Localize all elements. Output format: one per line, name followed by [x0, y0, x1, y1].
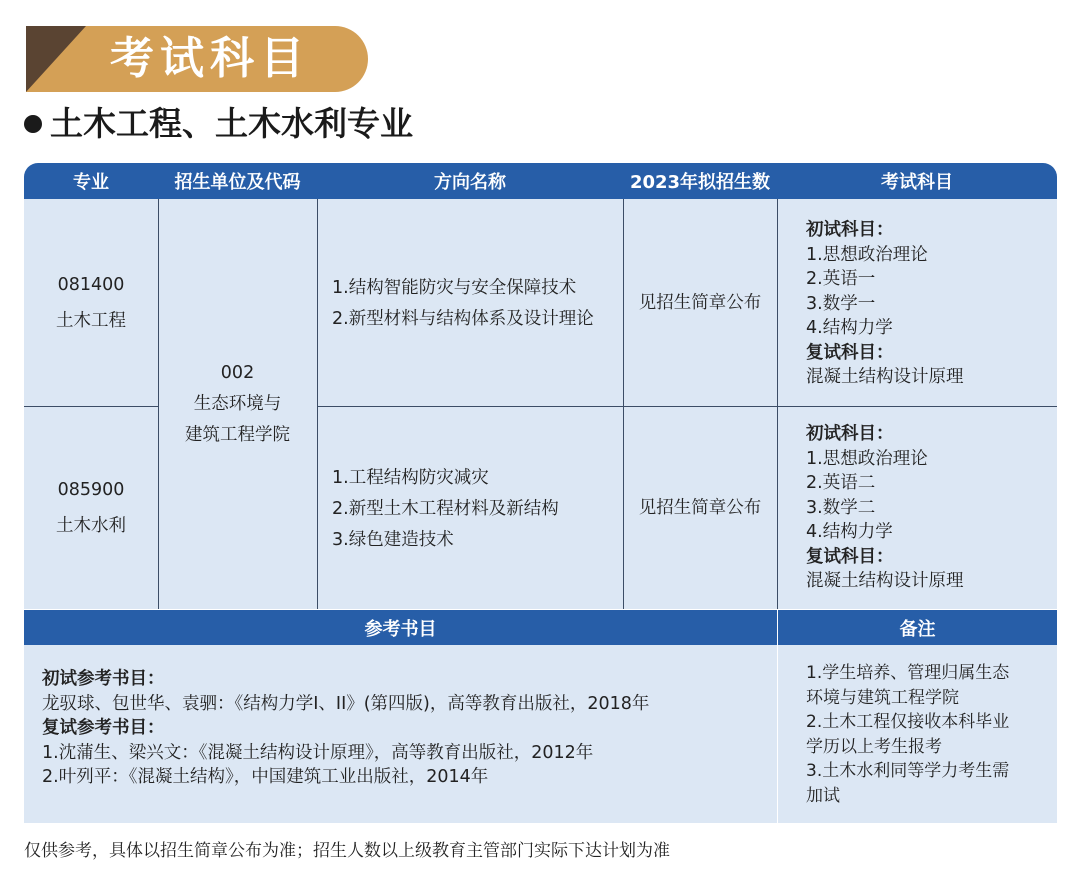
row2-name: 土木水利: [56, 515, 126, 536]
header-direction: 方向名称: [434, 172, 506, 193]
row2-major: [24, 406, 158, 609]
books-cell: [24, 645, 777, 823]
header-enroll: 2023年拟招生数: [629, 172, 771, 193]
row1-prelim-2: 2.英语一: [806, 269, 876, 289]
note-line: 学历以上考生报考: [806, 736, 942, 757]
row1-prelim-4: 4.结构力学: [806, 318, 893, 338]
header-unit: 招生单位及代码: [174, 172, 301, 193]
unit-name-line1: 生态环境与: [193, 393, 282, 414]
row2-prelim-1: 1.思想政治理论: [806, 448, 928, 469]
row2-enroll: 见招生简章公布: [638, 497, 762, 518]
grid-line: [623, 199, 624, 609]
header-subjects: 考试科目: [881, 172, 953, 193]
footnote: 仅供参考，具体以招生简章公布为准；招生人数以上级教育主管部门实际下达计划为准: [24, 841, 670, 861]
row2-directions: [332, 463, 622, 556]
unit-code: 002: [220, 362, 255, 383]
books-prelim: 龙驭球、包世华、袁驷：《结构力学I、II》(第四版)，高等教育出版社，2018年: [42, 693, 650, 714]
grid-line: [777, 610, 778, 823]
note-line: 1.学生培养、管理归属生态: [806, 663, 1010, 683]
books-prelim-label: 初试参考书目：: [42, 669, 165, 689]
unit-name-line2: 建筑工程学院: [185, 424, 290, 445]
row1-enroll: 见招生简章公布: [638, 292, 762, 313]
row1-prelim-3: 3.数学一: [806, 293, 876, 314]
row1-name: 土木工程: [56, 310, 126, 331]
note-line: 2.土木工程仅接收本科毕业: [806, 712, 1010, 732]
banner-corner: [26, 26, 86, 92]
row2-direction-1: 1.工程结构防灾减灾: [332, 468, 489, 488]
header-books: 参考书目: [24, 610, 777, 645]
row2-prelim-label: 初试科目：: [806, 424, 894, 444]
grid-line: [317, 406, 1057, 407]
row2-prelim-3: 3.数学二: [806, 497, 876, 518]
grid-line: [317, 199, 318, 609]
row1-direction-1: 1.结构智能防灾与安全保障技术: [332, 278, 577, 298]
row2-retest: 混凝土结构设计原理: [806, 571, 964, 591]
row2-prelim-2: 2.英语二: [806, 473, 876, 493]
note-line: 环境与建筑工程学院: [806, 687, 959, 708]
row1-retest-label: 复试科目：: [806, 342, 894, 363]
books-retest-1: 1.沈蒲生、梁兴文：《混凝土结构设计原理》，高等教育出版社，2012年: [42, 742, 594, 763]
note-line: 3.土木水利同等学力考生需: [806, 761, 1010, 781]
row1-code: 081400: [57, 274, 125, 295]
row1-prelim-label: 初试科目：: [806, 220, 894, 240]
row2-prelim-4: 4.结构力学: [806, 522, 893, 542]
row2-subjects: [806, 422, 1051, 594]
row1-major: [24, 199, 158, 406]
header-notes: 备注: [778, 610, 1057, 645]
grid-line: [158, 199, 159, 609]
grid-line: [777, 199, 778, 609]
row2-direction-2: 2.新型土木工程材料及新结构: [332, 499, 559, 519]
notes-cell: [778, 645, 1057, 823]
row2-code: 085900: [57, 479, 125, 500]
banner-title: 考试科目: [110, 33, 310, 84]
row2-retest-label: 复试科目：: [806, 546, 894, 567]
row1-directions: [332, 273, 622, 335]
books-retest-2: 2.叶列平：《混凝土结构》，中国建筑工业出版社，2014年: [42, 767, 489, 787]
row1-prelim-1: 1.思想政治理论: [806, 244, 928, 265]
unit-cell: [158, 199, 317, 609]
row1-direction-2: 2.新型材料与结构体系及设计理论: [332, 309, 594, 329]
row1-subjects: [806, 218, 1051, 390]
header-major: 专业: [73, 172, 109, 193]
row2-direction-3: 3.绿色建造技术: [332, 530, 454, 550]
note-line: 加试: [806, 785, 840, 806]
row1-retest: 混凝土结构设计原理: [806, 367, 964, 387]
grid-line: [24, 406, 158, 407]
books-retest-label: 复试参考书目：: [42, 718, 165, 738]
page-subtitle: [24, 100, 413, 148]
section-banner: [26, 26, 368, 92]
bullet-dot: [24, 115, 42, 133]
exam-table: [24, 163, 1057, 823]
subtitle-text: 土木工程、土木水利专业: [50, 104, 413, 143]
